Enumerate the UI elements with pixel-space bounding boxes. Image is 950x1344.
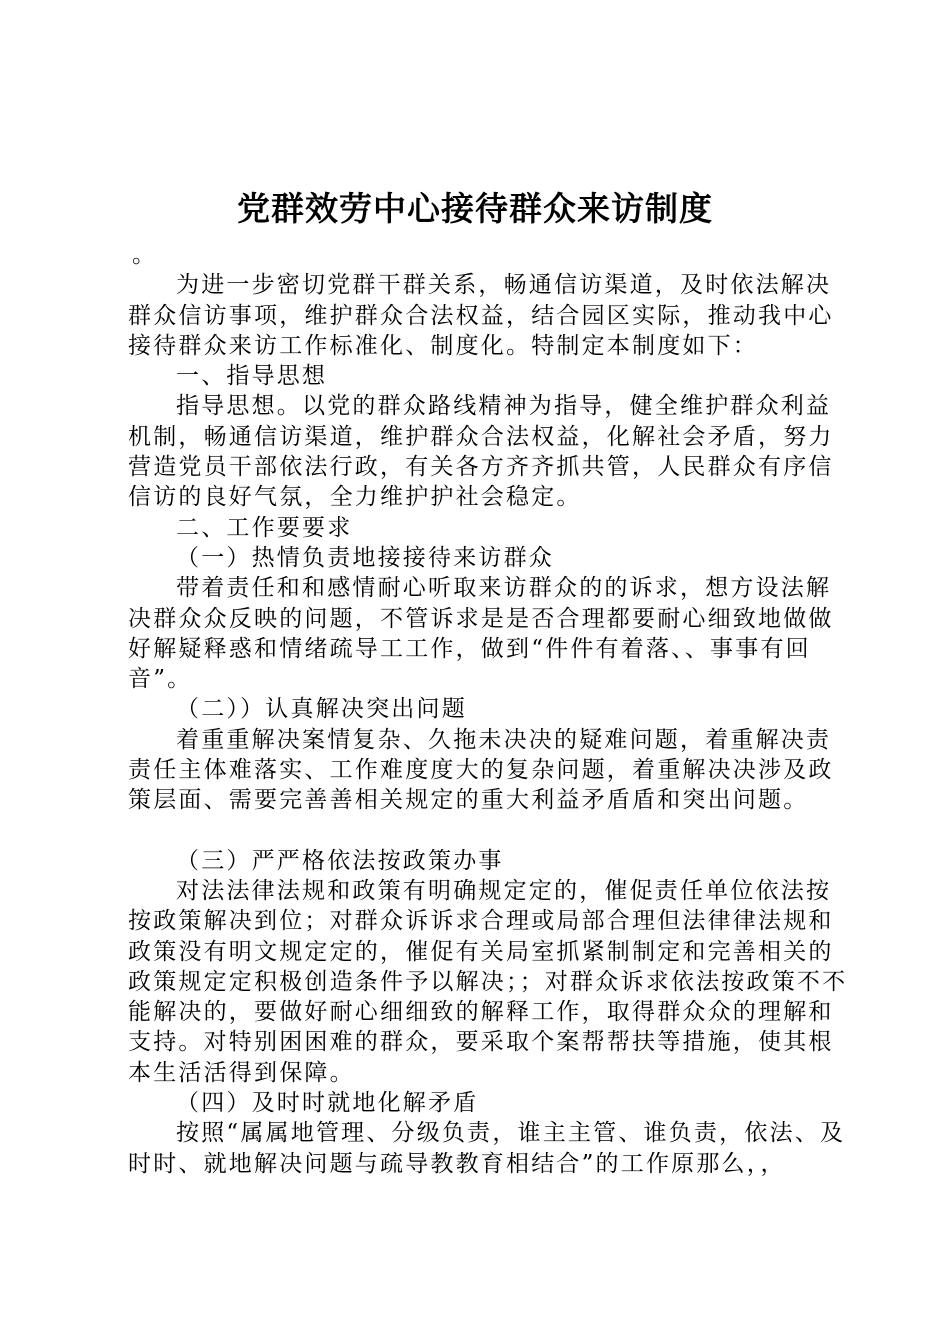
paragraph-subsection-3: 对法法律法规和政策有明确规定定的，催促责任单位依法按按政策解决到位；对群众诉诉求合理或局部合理但法律律法规和政策没有明文规定定的，催促有关局室抓紧制制定和完善相关的政策规定定积极创造条件予以解决；；对群众诉求依法按政策不不能解决的，要做好耐心细细致的解释工作，取得群众众的理解和支持。对特别困困难的群众，要采取个案帮帮扶等措施，使其根本生活活得到保障。 — [128, 877, 848, 1086]
paragraph-subsection-1: 带着责任和和感情耐心听取来访群众的的诉求，想方设法解决群众众反映的问题，不管诉求是是否合理都要耐心细致地做做好解疑释惑和情绪疏导工工作，做到“件件有着落、、事事有回音”。 — [128, 575, 834, 693]
subsection-heading-4: （四）及时时就地化解矛盾 — [176, 1090, 479, 1117]
section-heading-2: 二、工作要要求 — [176, 514, 353, 541]
lead-mark: 。 — [132, 242, 158, 268]
document-body — [128, 240, 848, 1179]
blank-line — [128, 816, 848, 846]
document-title: 党群效劳中心接待群众来访制度 — [237, 189, 713, 228]
paragraph-intro: 为进一步密切党群干群关系，畅通信访渠道，及时依法解决群众信访事项，维护群众合法权益，结合园区实际，推动我中心接待群众来访工作标准化、制度化。特制定本制度如下： — [128, 272, 834, 359]
section-heading-1: 一、指导思想 — [176, 363, 328, 390]
subsection-heading-2: （二））认真解决突出问题 — [176, 696, 467, 723]
subsection-heading-3: （三）严严格依法按政策办事 — [176, 847, 504, 874]
paragraph-subsection-2: 着重重解决案情复杂、久拖未决决的疑难问题，着重解决责责任主体难落实、工作难度度大的复杂问题，着重解决决涉及政策层面、需要完善善相关规定的重大利益矛盾盾和突出问题。 — [128, 726, 834, 814]
paragraph-subsection-4: 按照“属属地管理、分级负责，谁主主管、谁负责，依法、及时时、就地解决问题与疏导教教育相结合”的工作原那么，， — [128, 1120, 846, 1177]
subsection-heading-1: （一）热情负责地接接待来访群众 — [176, 544, 554, 571]
paragraph-guiding-thought: 指导思想。以党的群众路线精神为指导，健全维护群众利益机制，畅通信访渠道，维护群众合法权益，化解社会矛盾，努力营造党员干部依法行政，有关各方齐齐抓共管，人民群众有序信信访的良好气氛，全力维护护社会稳定。 — [128, 393, 834, 511]
